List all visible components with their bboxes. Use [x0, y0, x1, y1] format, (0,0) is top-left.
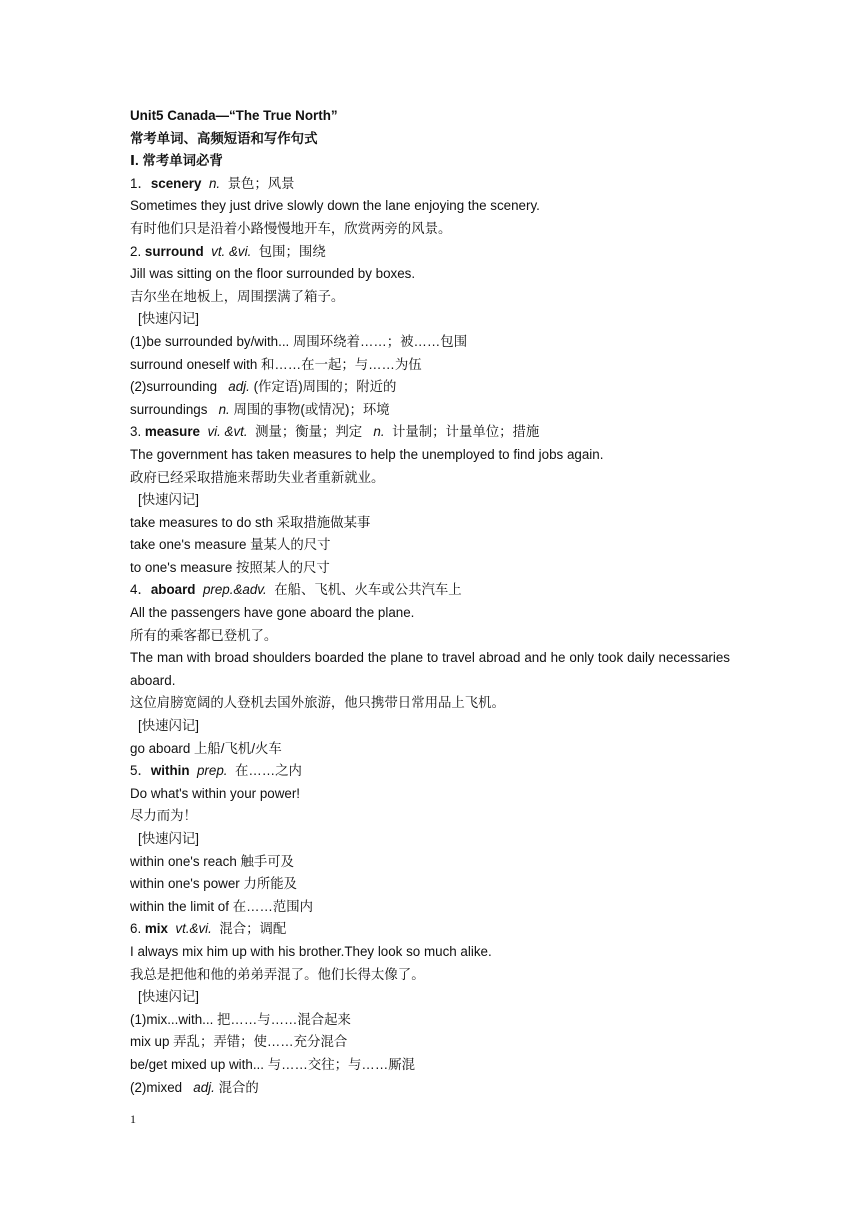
phrase-line: take one's measure 量某人的尺寸 [130, 537, 331, 553]
quick-memo-label: [快速闪记] [138, 989, 200, 1005]
phrase-line: take measures to do sth 采取措施做某事 [130, 514, 371, 530]
headword: surround [144, 243, 204, 259]
example-translation: 所有的乘客都已登机了。 [130, 627, 278, 643]
headword: scenery [150, 175, 202, 191]
part-of-speech: prep.&adv. [202, 582, 267, 598]
definition: 测量；衡量；判定 [255, 424, 363, 440]
definition: 在……之内 [234, 763, 302, 779]
page-title: Unit5 Canada—“The True North” [130, 108, 338, 123]
example-sentence: Jill was sitting on the floor surrounded by boxes. [130, 266, 416, 282]
example-sentence: The man with broad shoulders boarded the plane to travel abroad and he only took daily necessaries aboard. [130, 650, 730, 688]
phrase-line: to one's measure 按照某人的尺寸 [130, 559, 330, 575]
part-of-speech: prep. [196, 763, 228, 779]
headword: mix [144, 921, 168, 937]
headword: aboard [150, 582, 196, 598]
example-sentence: All the passengers have gone aboard the plane. [130, 605, 415, 621]
headword: within [150, 763, 190, 779]
section-heading: Ⅰ. 常考单词必背 [130, 153, 223, 169]
phrase-line: be/get mixed up with... 与……交往；与……厮混 [130, 1056, 415, 1072]
example-translation: 吉尔坐在地板上，周围摆满了箱子。 [130, 288, 345, 304]
example-translation: 有时他们只是沿着小路慢慢地开车，欣赏两旁的风景。 [130, 220, 452, 236]
example-sentence: Do what's within your power! [130, 785, 301, 801]
definition: 计量制；计量单位；措施 [392, 424, 540, 440]
word-entry-within: 5．within prep. 在……之内 [130, 763, 302, 779]
phrase-line: (1)mix...with... 把……与……混合起来 [130, 1011, 351, 1027]
phrase-line: (2)surrounding adj. (作定语)周围的；附近的 [130, 379, 397, 395]
part-of-speech: n. [373, 424, 385, 440]
subtitle: 常考单词、高频短语和写作句式 [130, 130, 318, 146]
word-entry-scenery: 1．scenery n. 景色；风景 [130, 175, 295, 191]
phrase-line: (2)mixed adj. 混合的 [130, 1079, 259, 1095]
word-entry-mix: 6. mix vt.&vi. 混合；调配 [130, 921, 287, 937]
phrase-line: go aboard 上船/飞机/火车 [130, 740, 282, 756]
headword: measure [144, 424, 200, 440]
example-translation: 这位肩膀宽阔的人登机去国外旅游，他只携带日常用品上飞机。 [130, 695, 505, 711]
part-of-speech: vt. &vi. [211, 243, 252, 259]
quick-memo-label: [快速闪记] [138, 311, 200, 327]
phrase-line: surround oneself with 和……在一起；与……为伍 [130, 356, 422, 372]
example-translation: 我总是把他和他的弟弟弄混了。他们长得太像了。 [130, 966, 425, 982]
page-number: 1 [130, 1112, 136, 1126]
word-entry-aboard: 4．aboard prep.&adv. 在船、飞机、火车或公共汽车上 [130, 582, 462, 598]
document-body [130, 105, 730, 1099]
definition: 在船、飞机、火车或公共汽车上 [274, 582, 462, 598]
phrase-line: (1)be surrounded by/with... 周围环绕着……；被……包围 [130, 333, 468, 349]
definition: 混合；调配 [219, 921, 287, 937]
phrase-line: mix up 弄乱；弄错；使……充分混合 [130, 1034, 348, 1050]
example-sentence: Sometimes they just drive slowly down the lane enjoying the scenery. [130, 198, 540, 214]
part-of-speech: vt.&vi. [175, 921, 212, 937]
quick-memo-label: [快速闪记] [138, 718, 200, 734]
definition: 景色；风景 [227, 175, 295, 191]
part-of-speech: vi. &vt. [207, 424, 248, 440]
phrase-line: within the limit of 在……范围内 [130, 898, 314, 914]
phrase-line: surroundings n. 周围的事物(或情况)；环境 [130, 401, 390, 417]
quick-memo-label: [快速闪记] [138, 831, 200, 846]
phrase-line: within one's reach 触手可及 [130, 853, 295, 869]
quick-memo-label: [快速闪记] [138, 492, 200, 508]
example-sentence: I always mix him up with his brother.They look so much alike. [130, 943, 492, 959]
word-entry-measure: 3. measure vi. &vt. 测量；衡量；判定 n. 计量制；计量单位；措施 [130, 424, 540, 440]
phrase-line: within one's power 力所能及 [130, 876, 298, 892]
definition: 包围；围绕 [258, 243, 326, 259]
word-entry-surround: 2. surround vt. &vi. 包围；围绕 [130, 243, 326, 259]
example-translation: 政府已经采取措施来帮助失业者重新就业。 [130, 469, 385, 485]
example-sentence: The government has taken measures to help the unemployed to find jobs again. [130, 446, 604, 462]
part-of-speech: n. [208, 175, 221, 191]
example-translation: 尽力而为！ [130, 808, 197, 824]
